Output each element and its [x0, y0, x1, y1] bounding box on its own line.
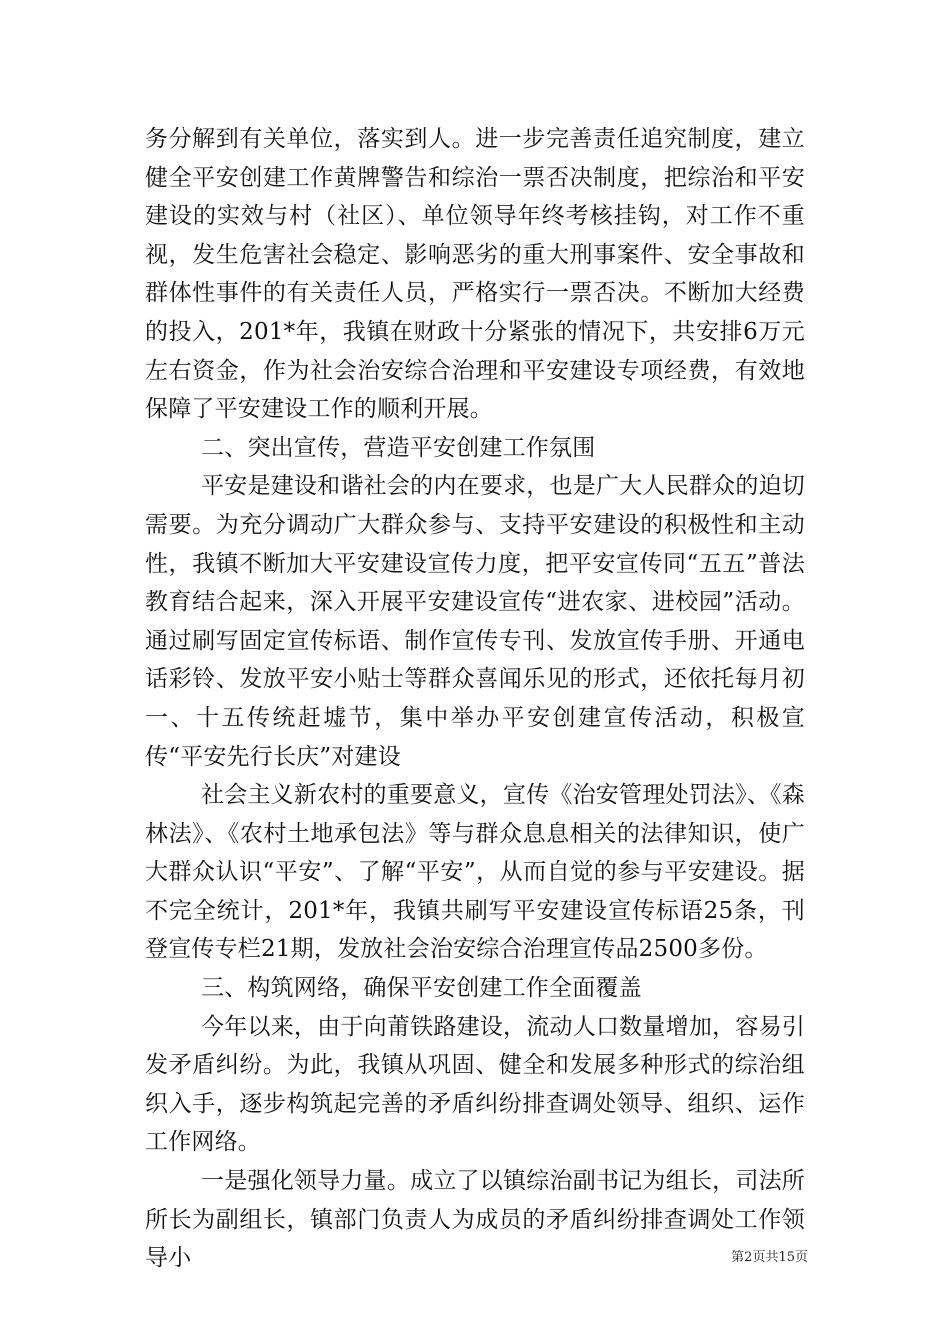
paragraph-network: 今年以来，由于向莆铁路建设，流动人口数量增加，容易引发矛盾纠纷。为此，我镇从巩固、健全和发展多种形式的综治组织入手，逐步构筑起完善的矛盾纠纷排查调处领导、组织、运作工作网络。: [145, 1013, 805, 1156]
paragraph-continuation: 务分解到有关单位，落实到人。进一步完善责任追究制度，建立健全平安创建工作黄牌警告和综治一票否决制度，把综治和平安建设的实效与村（社区）、单位领导年终考核挂钩，对工作不重视，发生危害社会稳定、影响恶劣的重大刑事案件、安全事故和群体性事件的有关责任人员，严格实行一票否决。不断加大经费的投入，201*年，我镇在财政十分紧张的情况下，共安排6万元左右资金，作为社会治安综合治理和平安建设专项经费，有效地保障了平安建设工作的顺利开展。: [145, 126, 805, 423]
paragraph-publicity-continued: 社会主义新农村的重要意义，宣传《治安管理处罚法》、《森林法》、《农村土地承包法》等与群众息息相关的法律知识，使广大群众认识“平安”、了解“平安”，从而自觉的参与平安建设。据不完全统计，201*年，我镇共刷写平安建设宣传标语25条，刊登宣传专栏21期，发放社会治安综合治理宣传品2500多份。: [145, 782, 805, 963]
document-body: [145, 120, 805, 1278]
paragraph-publicity: 平安是建设和谐社会的内在要求，也是广大人民群众的迫切需要。为充分调动广大群众参与、支持平安建设的积极性和主动性，我镇不断加大平安建设宣传力度，把平安宣传同“五五”普法教育结合起来，深入开展平安建设宣传“进农家、进校园”活动。通过刷写固定宣传标语、制作宣传专刊、发放宣传手册、开通电话彩铃、发放平安小贴士等群众喜闻乐见的形式，还依托每月初一、十五传统赶墟节，集中举办平安创建宣传活动，积极宣传“平安先行长庆”对建设: [145, 473, 805, 770]
page-number: 第2页共15页: [731, 1250, 808, 1265]
section-heading-three: 三、构筑网络，确保平安创建工作全面覆盖: [201, 975, 642, 1002]
paragraph-leadership: 一是强化领导力量。成立了以镇综治副书记为组长，司法所所长为副组长，镇部门负责人为成员的矛盾纠纷排查调处工作领导小: [145, 1168, 805, 1272]
section-heading-two: 二、突出宣传，营造平安创建工作氛围: [201, 434, 596, 461]
